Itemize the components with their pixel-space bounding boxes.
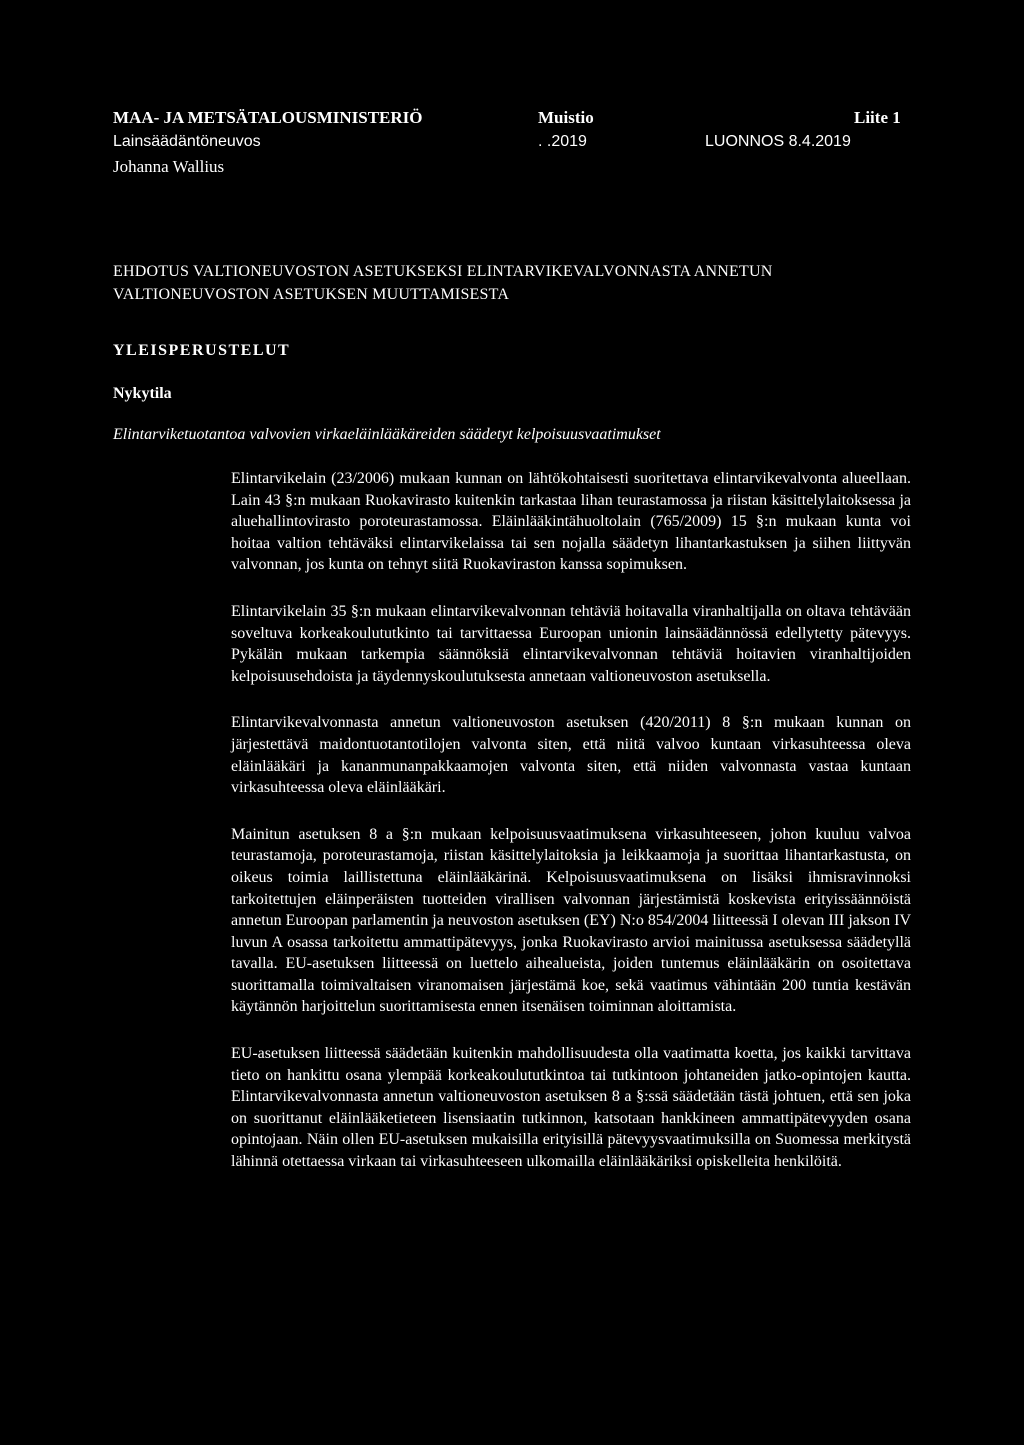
paragraph: Elintarvikelain (23/2006) mukaan kunnan on lähtökohtaisesti suoritettava elintarvikevalvonta alueellaan. Lain 43 §:n mukaan Ruokavirasto kuitenkin tarkastaa lihan teurastamossa ja riistan käsittelylaitoksessa ja aluehallintovirasto poroteurastamossa. Eläinlääkintähuoltolain (765/2009) 15 §:n mukaan kunta voi hoitaa valtion tehtäväksi elintarvikelaissa tai sen nojalla säädetyn lihantarkastuksen ja siihen liittyvän valvonnan, jos kunta on tehnyt siitä Ruokaviraston kanssa sopimuksen. (231, 470, 911, 574)
author-title: Lainsäädäntöneuvos (113, 133, 261, 150)
paragraph: Elintarvikevalvonnasta annetun valtioneuvoston asetuksen (420/2011) 8 §:n mukaan kunnan on järjestettävä maidontuotantotilojen valvonta siten, että niitä valvoo kuntaan virkasuhteessa oleva eläinlääkäri ja kananmunanpakkaamojen valvonta siten, että niiden valvonnasta vastaa kuntaan virkasuhteessa oleva eläinlääkäri. (231, 714, 911, 797)
draft-label: LUONNOS 8.4.2019 (705, 133, 851, 150)
document-title: EHDOTUS VALTIONEUVOSTON ASETUKSEKSI ELINTARVIKEVALVONNASTA ANNETUN VALTIONEUVOSTON ASETUKSEN MUUTTAMISESTA (113, 263, 773, 303)
section-heading: YLEISPERUSTELUT (113, 342, 291, 359)
body-text (231, 468, 911, 1198)
attachment-label: Liite 1 (854, 108, 901, 127)
document-date: . .2019 (538, 133, 587, 150)
italic-subheading: Elintarviketuotantoa valvovien virkaeläinlääkäreiden säädetyt kelpoisuusvaatimukset (113, 426, 661, 443)
paragraph: Mainitun asetuksen 8 a §:n mukaan kelpoisuusvaatimuksena virkasuhteeseen, johon kuuluu valvoa teurastamoja, poroteurastamoja, riistan käsittelylaitoksia ja leikkaamoja ja suorittaa lihantarkastusta, on oikeus toimia laillistettuna eläinlääkärinä. Kelpoisuusvaatimuksena on lisäksi ihmisravinnoksi tarkoitettujen eläinperäisten tuotteiden virallisen valvonnan järjestämistä koskevista erityissäännöistä annetun Euroopan parlamentin ja neuvoston asetuksen (EY) N:o 854/2004 liitteessä I olevan III jakson IV luvun A osassa tarkoitettu ammattipätevyys, jonka Ruokavirasto arvioi mainitussa asetuksessa säädetyllä tavalla. EU-asetuksen liitteessä on luettelo aihealueista, joiden tuntemus eläinlääkärin on osoitettava suorittamalla toimivaltaisen viranomaisen järjestämä koe, sekä vaatimus vähintään 200 tuntia kestävän käytännön harjoittelun suorittamisesta ennen itsenäisen toiminnan aloittamista. (231, 825, 911, 1016)
author-name: Johanna Wallius (113, 157, 225, 176)
paragraph: Elintarvikelain 35 §:n mukaan elintarvikevalvonnan tehtäviä hoitavalla viranhaltijalla on oltava tehtävään soveltuva korkeakoulututkinto tai tarvittaessa Euroopan unionin lainsäädännössä edellytetty pätevyys. Pykälän mukaan tarkempia säännöksiä elintarvikevalvonnan tehtäviä hoitavien viranhaltijoiden kelpoisuusehdoista ja täydennyskoulutuksesta annetaan valtioneuvoston asetuksella. (231, 602, 911, 685)
document-type: Muistio (538, 108, 594, 127)
paragraph: EU-asetuksen liitteessä säädetään kuitenkin mahdollisuudesta olla vaatimatta koetta, jos kaikki tarvittava tieto on hankittu osana ylempää korkeakoulututkintoa tai tutkintoon johtaneiden jatko-opintojen kautta. Elintarvikevalvonnasta annetun valtioneuvoston asetuksen 8 a §:ssä säädetään tästä johtuen, että sen joka on suorittanut eläinlääketieteen lisensiaatin tutkinnon, katsotaan hankkineen ammattipätevyyden osana opintojaan. Näin ollen EU-asetuksen mukaisilla erityisillä pätevyysvaatimuksilla on Suomessa merkitystä lähinnä otettaessa virkaan tai virkasuhteeseen ulkomailla eläinlääkäriksi opiskelleita henkilöitä. (231, 1045, 911, 1171)
subheading-current-state: Nykytila (113, 385, 172, 402)
ministry-name: MAA- JA METSÄTALOUSMINISTERIÖ (113, 108, 423, 127)
